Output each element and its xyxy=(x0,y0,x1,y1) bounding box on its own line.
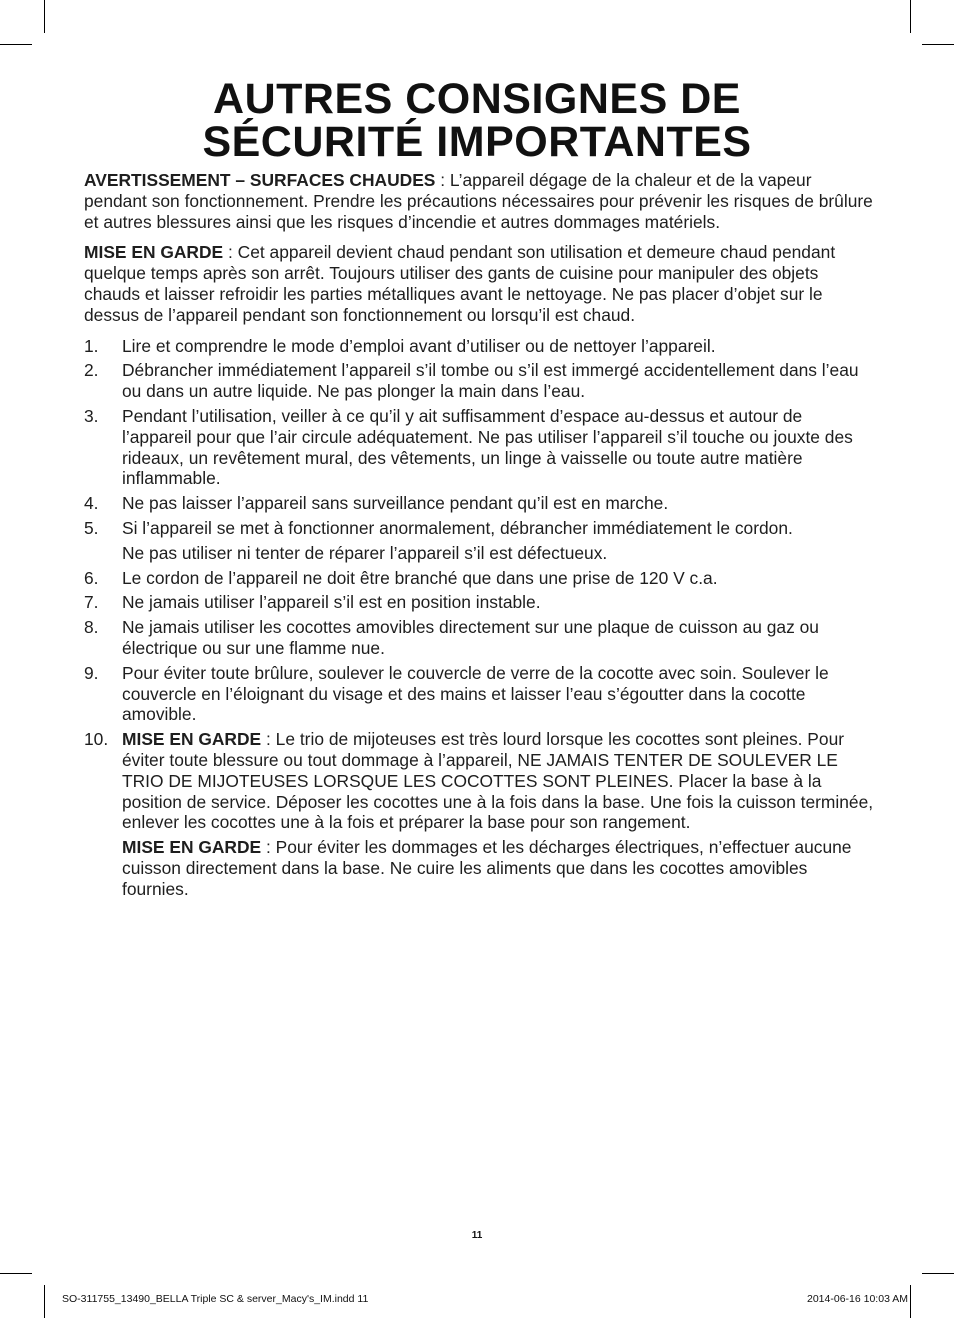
crop-mark xyxy=(0,1273,32,1274)
list-item xyxy=(84,729,874,899)
page-title-line-1: AUTRES CONSIGNES DE xyxy=(213,75,741,123)
item-text: Pour éviter toute brûlure, soulever le couvercle de verre de la cocotte avec soin. Soulever le couvercle en l’éloignant du visage et des mains et laisser l’eau s’égoutter dans la cocotte amovible. xyxy=(122,662,829,725)
item-number: 10. xyxy=(84,729,109,750)
caution-text: : Cet appareil devient chaud pendant son utilisation et demeure chaud pendant quelque temps après son arrêt. Toujours utiliser des gants de cuisine pour manipuler des objets chauds et laisser refroidir les parties métalliques avant le nettoyage. Ne pas placer d’objet sur le dessus de l’appareil pendant son fonctionnement ou lorsqu’il est chaud. xyxy=(84,242,836,325)
crop-mark xyxy=(910,1285,911,1318)
page-title-line-2: SÉCURITÉ IMPORTANTES xyxy=(202,118,752,166)
crop-mark xyxy=(44,1285,45,1318)
list-item xyxy=(84,568,874,589)
page-title xyxy=(0,75,954,166)
item-text: Pendant l’utilisation, veiller à ce qu’il y ait suffisamment d’espace au-dessus et autour de l’appareil pour que l’air circule adéquatement. Ne pas utiliser l’appareil s’il touche ou jouxte des rideaux, un revêtement mural, des vêtements, un linge à vaisselle ou toute autre matière inflammable. xyxy=(122,405,853,489)
caution-label: MISE EN GARDE xyxy=(84,242,224,263)
item-text: Ne jamais utiliser l’appareil s’il est en position instable. xyxy=(122,592,541,613)
safety-content xyxy=(84,170,874,904)
file-slug: SO-311755_13490_BELLA Triple SC & server_Macy's_IM.indd 11 xyxy=(62,1293,369,1305)
item-number: 4. xyxy=(84,493,99,514)
item-subtext: Ne pas utiliser ni tenter de réparer l’appareil s’il est défectueux. xyxy=(122,542,608,563)
date-slug: 2014-06-16 10:03 AM xyxy=(807,1293,908,1305)
item-text: Ne jamais utiliser les cocottes amovibles directement sur une plaque de cuisson au gaz ou électrique ou sur une flamme nue. xyxy=(122,617,819,658)
safety-list xyxy=(84,336,874,900)
item-text: Débrancher immédiatement l’appareil s’il tombe ou s’il est immergé accidentellement dans l’eau ou dans un autre liquide. Ne pas plonger la main dans l’eau. xyxy=(122,360,859,402)
list-item xyxy=(84,406,874,489)
crop-mark xyxy=(922,44,954,45)
item-subtext xyxy=(122,837,874,899)
list-item xyxy=(84,592,874,613)
crop-mark xyxy=(0,44,32,45)
item-number: 3. xyxy=(84,405,99,426)
item-text: Ne pas laisser l’appareil sans surveillance pendant qu’il est en marche. xyxy=(122,493,669,514)
item-text: Si l’appareil se met à fonctionner anormalement, débrancher immédiatement le cordon. xyxy=(122,517,793,538)
item-number: 8. xyxy=(84,617,99,638)
warning-text: : L’appareil dégage de la chaleur et de la vapeur pendant son fonctionnement. Prendre les précautions nécessaires pour prévenir les risques de brûlure et autres blessures ainsi que les risques d’incendie et autres dommages matériels. xyxy=(84,170,873,232)
caution-paragraph xyxy=(84,242,874,325)
crop-mark xyxy=(922,1273,954,1274)
item-caution-label: MISE EN GARDE xyxy=(122,729,262,750)
page-number: 11 xyxy=(471,1230,483,1241)
list-item xyxy=(84,617,874,659)
list-item xyxy=(84,518,874,564)
item-number: 6. xyxy=(84,567,99,588)
item-text: Lire et comprendre le mode d’emploi avant d’utiliser ou de nettoyer l’appareil. xyxy=(122,335,716,356)
list-item xyxy=(84,663,874,725)
list-item xyxy=(84,493,874,514)
item-sub-text: : Pour éviter les dommages et les décharges électriques, n’effectuer aucune cuisson directement dans la base. Ne cuire les aliments que dans les cocottes amovibles fournies. xyxy=(122,837,852,899)
item-sub-caution-label: MISE EN GARDE xyxy=(122,837,262,858)
item-number: 9. xyxy=(84,662,99,683)
item-text: Le cordon de l’appareil ne doit être branché que dans une prise de 120 V c.a. xyxy=(122,567,718,588)
warning-label: AVERTISSEMENT – SURFACES CHAUDES xyxy=(84,170,436,190)
item-number: 7. xyxy=(84,592,99,613)
list-item xyxy=(84,360,874,402)
item-text: : Le trio de mijoteuses est très lourd lorsque les cocottes sont pleines. Pour éviter toute blessure ou tout dommage à l’appareil, NE JAMAIS TENTER DE SOULEVER LE TRIO DE MIJOTEUSES LORSQUE LES COCOTTES SONT PLEINES. Placer la base à la position de service. Déposer les cocottes une à la fois dans la base. Une fois la cuisson terminée, enlever les cocottes une à la fois et préparer la base pour son rangement. xyxy=(122,729,874,833)
crop-mark xyxy=(910,0,911,33)
hot-surface-warning xyxy=(84,170,874,232)
item-number: 5. xyxy=(84,517,99,538)
item-number: 2. xyxy=(84,360,99,381)
list-item xyxy=(84,336,874,357)
item-number: 1. xyxy=(84,335,99,356)
crop-mark xyxy=(44,0,45,33)
